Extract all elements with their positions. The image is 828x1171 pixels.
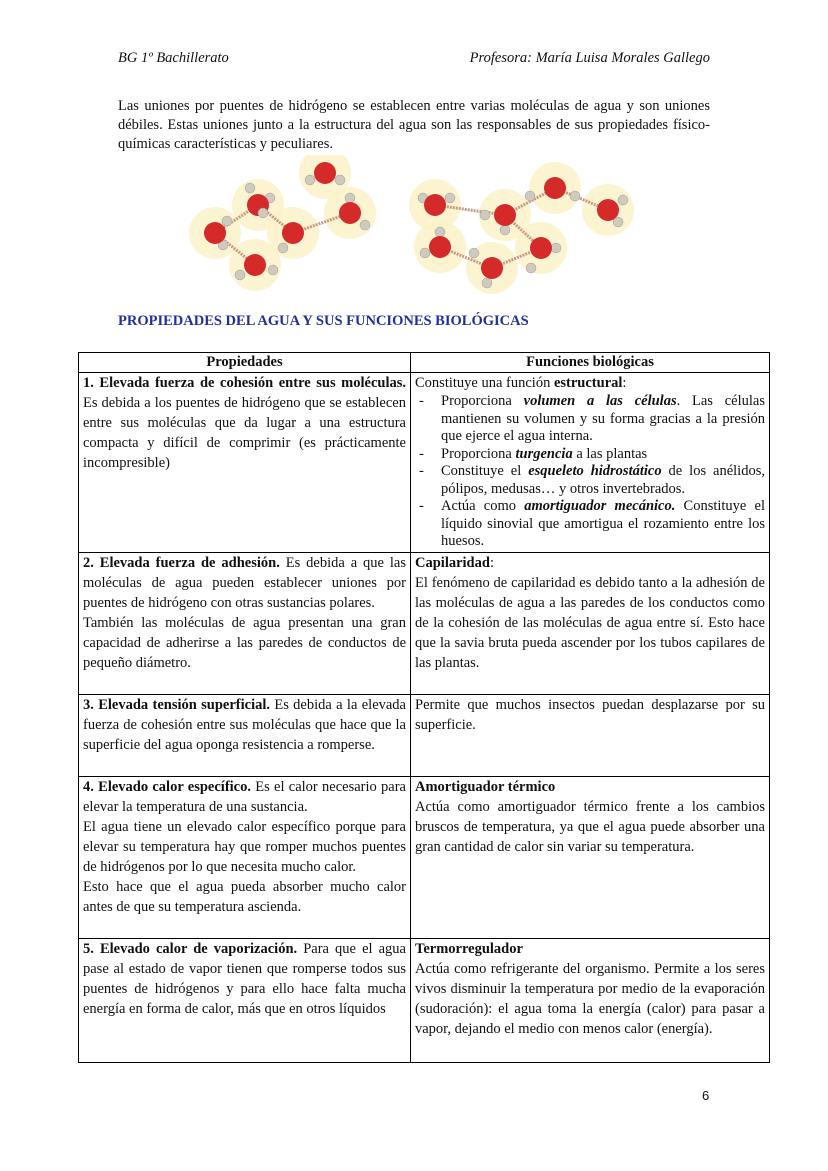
list-item: - Actúa como amortiguador mecánico. Constituye el líquido sinovial que amortigua el rozamiento entre los huesos. [415, 498, 765, 551]
oxygen-atom [314, 162, 336, 184]
hydrogen-atom [222, 216, 232, 226]
hydrogen-atom [345, 193, 355, 203]
oxygen-atom [494, 204, 516, 226]
oxygen-atom [204, 222, 226, 244]
property-cell: 3. Elevada tensión superficial. Es debida a la elevada fuerza de cohesión entre sus moléculas que hace que la superficie del agua oponga resistencia a romperse. [79, 695, 411, 777]
oxygen-atom [597, 199, 619, 221]
property-cell: 5. Elevado calor de vaporización. Para que el agua pase al estado de vapor tienen que romperse todos sus puentes de hidrógenos y para ello hace falta mucha energía en forma de calor, más que en otros líquidos [79, 939, 411, 1063]
oxygen-atom [282, 222, 304, 244]
oxygen-atom [244, 254, 266, 276]
hydrogen-atom [420, 248, 430, 258]
function-cell: Capilaridad: El fenómeno de capilaridad es debido tanto a la adhesión de las moléculas de agua a las paredes de los conductos como de la cohesión de las moléculas de agua entre sí. Esto hace que la savia bruta pueda ascender por los tubos capilares de las plantas. [411, 553, 770, 695]
table-row [79, 695, 770, 777]
header-properties: Propiedades [79, 353, 411, 373]
hydrogen-atom [469, 248, 479, 258]
oxygen-atom [530, 237, 552, 259]
hydrogen-atom [335, 175, 345, 185]
table-header-row [79, 353, 770, 373]
hydrogen-atom [235, 270, 245, 280]
property-cell: 4. Elevado calor específico. Es el calor necesario para elevar la temperatura de una sustancia. El agua tiene un elevado calor específico porque para elevar su temperatura hay que romper muchos puentes de hidrógenos por lo que necesita mucho calor. Esto hace que el agua pueda absorber mucho calor antes de que su temperatura ascienda. [79, 777, 411, 939]
hydrogen-atom [445, 193, 455, 203]
hydrogen-atom [551, 243, 561, 253]
table-row [79, 373, 770, 553]
hydrogen-atom [500, 225, 510, 235]
header-functions: Funciones biológicas [411, 353, 770, 373]
header-teacher: Profesora: María Luisa Morales Gallego [469, 50, 710, 66]
table-row [79, 777, 770, 939]
hydrogen-atom [526, 263, 536, 273]
properties-table [78, 352, 770, 1063]
table-row [79, 553, 770, 695]
hydrogen-atom [435, 227, 445, 237]
page-number: 6 [702, 1088, 710, 1103]
oxygen-atom [481, 257, 503, 279]
oxygen-atom [429, 236, 451, 258]
property-cell: 2. Elevada fuerza de adhesión. Es debida a que las moléculas de agua pueden establecer uniones por puentes de hidrógeno con otras sustancias polares. También las moléculas de agua presentan una gran capacidad de adherirse a las paredes de conductos de pequeño diámetro. [79, 553, 411, 695]
intro-paragraph: Las uniones por puentes de hidrógeno se establecen entre varias moléculas de agua y son uniones débiles. Estas uniones junto a la estructura del agua son las responsables de sus propiedades físico-químicas características y peculiares. [118, 98, 710, 152]
function-cell: Amortiguador térmico Actúa como amortiguador térmico frente a los cambios bruscos de temperatura, ya que el agua puede absorber una gran cantidad de calor sin variar su temperatura. [411, 777, 770, 939]
property-cell: 1. Elevada fuerza de cohesión entre sus moléculas. Es debida a los puentes de hidrógeno que se establecen entre sus moléculas que da lugar a una estructura compacta y difícil de comprimir (es prácticamente incompresible) [79, 373, 411, 553]
hydrogen-atom [525, 191, 535, 201]
list-item: - Proporciona volumen a las células. Las células mantienen su volumen y su forma gracias a la presión que ejerce el agua interna. [415, 393, 765, 446]
hydrogen-atom [305, 175, 315, 185]
function-cell: Constituye una función estructural: - Proporciona volumen a las células. Las células mantienen su volumen y su forma gracias a la presión que ejerce el agua interna. - Proporciona turgencia a las plantas - Constituye el esqueleto hidrostático de los anélidos, pólipos, medusas… y otros invertebrados. - Actúa como amortiguador mecánico. Constituye el líquido sinovial que amortigua el rozamiento entre los huesos. [411, 373, 770, 553]
header-course: BG 1º Bachillerato [118, 50, 229, 66]
hydrogen-atom [245, 183, 255, 193]
hydrogen-atom [570, 191, 580, 201]
water-molecules-figure [180, 155, 650, 295]
function-cell: Termorregulador Actúa como refrigerante del organismo. Permite a los seres vivos disminuir la temperatura por medio de la evaporación (sudoración): el agua toma la energía (calor) para pasar a vapor, dejando el medio con menos calor (energía). [411, 939, 770, 1063]
function-list [415, 393, 765, 551]
hydrogen-atom [480, 210, 490, 220]
function-cell: Permite que muchos insectos puedan desplazarse por su superficie. [411, 695, 770, 777]
hydrogen-atom [618, 195, 628, 205]
table-row [79, 939, 770, 1063]
hydrogen-atom [268, 265, 278, 275]
oxygen-atom [544, 177, 566, 199]
list-item: - Constituye el esqueleto hidrostático de los anélidos, pólipos, medusas… y otros invertebrados. [415, 463, 765, 498]
hydrogen-atom [258, 208, 268, 218]
hydrogen-atom [360, 220, 370, 230]
hydrogen-atom [278, 243, 288, 253]
section-title: PROPIEDADES DEL AGUA Y SUS FUNCIONES BIOLÓGICAS [118, 313, 529, 329]
oxygen-atom [424, 194, 446, 216]
hydrogen-atom [482, 278, 492, 288]
list-item: - Proporciona turgencia a las plantas [415, 446, 765, 464]
oxygen-atom [339, 202, 361, 224]
